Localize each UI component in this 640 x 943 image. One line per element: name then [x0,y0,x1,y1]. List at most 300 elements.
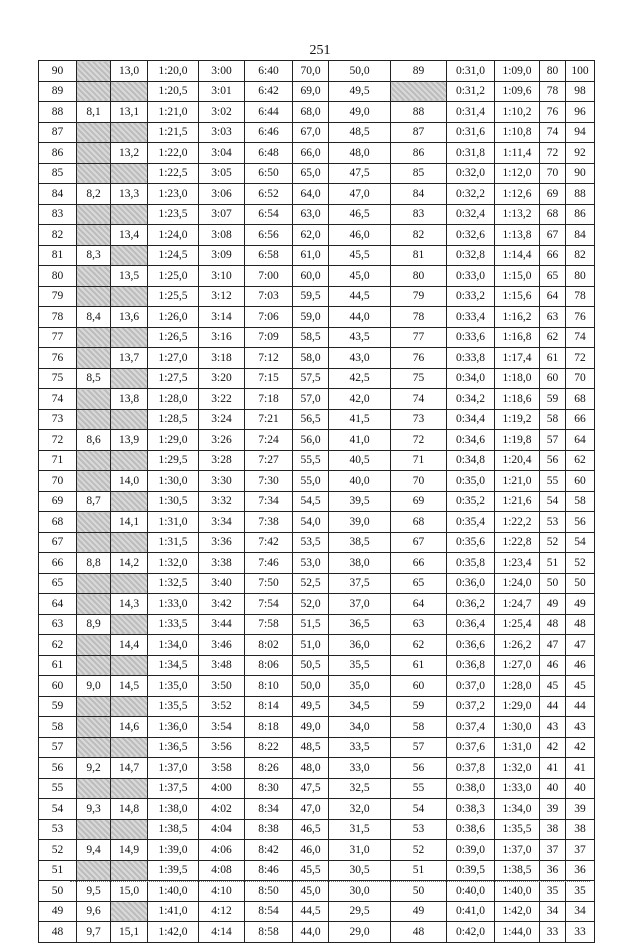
table-row [39,163,595,184]
table-cell: 43,0 [329,348,391,369]
table-cell: 7:58 [245,614,293,635]
table-cell: 15,1 [111,922,148,943]
table-cell [111,655,148,676]
table-cell: 76 [391,348,447,369]
table-cell: 14,2 [111,553,148,574]
table-cell: 1:26,0 [148,307,199,328]
table-cell: 39,5 [329,491,391,512]
table-cell: 78 [391,307,447,328]
table-cell: 92 [566,143,595,164]
table-cell: 1:30,0 [148,471,199,492]
table-cell: 72 [540,143,566,164]
table-cell: 48 [540,614,566,635]
table-cell [111,573,148,594]
table-cell: 86 [39,143,77,164]
table-cell: 3:02 [199,102,245,123]
table-cell: 61 [391,655,447,676]
table-cell: 59 [540,389,566,410]
table-cell: 1:23,4 [495,553,540,574]
table-cell: 84 [391,184,447,205]
table-cell: 0:35,2 [447,491,495,512]
table-cell: 55,0 [293,471,329,492]
table-cell: 14,3 [111,594,148,615]
table-cell: 29,5 [329,901,391,922]
table-cell: 73 [39,409,77,430]
table-cell: 0:33,8 [447,348,495,369]
table-cell: 36 [540,860,566,881]
table-cell: 4:06 [199,840,245,861]
table-cell: 1:11,4 [495,143,540,164]
table-row [39,512,595,533]
table-cell: 13,0 [111,61,148,82]
table-cell: 45,5 [293,860,329,881]
table-cell: 74 [391,389,447,410]
table-cell: 56 [566,512,595,533]
table-cell [111,614,148,635]
table-cell: 80 [391,266,447,287]
table-cell: 41,5 [329,409,391,430]
table-cell: 33,0 [329,758,391,779]
table-cell: 48 [566,614,595,635]
table-cell: 56 [540,450,566,471]
table-cell: 45 [566,676,595,697]
table-cell: 6:50 [245,163,293,184]
table-cell: 43 [566,717,595,738]
table-cell: 66,0 [293,143,329,164]
table-cell: 13,7 [111,348,148,369]
table-cell: 69,0 [293,81,329,102]
table-row [39,799,595,820]
table-cell [111,286,148,307]
table-cell: 8:18 [245,717,293,738]
table-cell: 69 [391,491,447,512]
table-cell: 0:36,4 [447,614,495,635]
table-cell: 90 [566,163,595,184]
table-row [39,778,595,799]
table-cell: 1:39,5 [148,860,199,881]
table-cell: 4:04 [199,819,245,840]
table-cell [77,696,111,717]
table-cell: 1:24,0 [148,225,199,246]
table-cell: 3:20 [199,368,245,389]
table-cell: 1:28,0 [495,676,540,697]
table-cell: 83 [39,204,77,225]
table-cell: 58 [566,491,595,512]
table-cell: 34 [566,901,595,922]
table-cell: 88 [566,184,595,205]
table-cell: 96 [566,102,595,123]
table-cell [77,348,111,369]
table-cell: 62 [540,327,566,348]
table-cell: 6:42 [245,81,293,102]
table-row [39,368,595,389]
table-cell: 0:33,4 [447,307,495,328]
table-row [39,676,595,697]
table-cell: 1:40,0 [495,881,540,902]
table-cell: 8:26 [245,758,293,779]
table-cell: 33 [566,922,595,943]
table-cell: 1:37,0 [495,840,540,861]
table-cell: 98 [566,81,595,102]
table-cell: 0:37,4 [447,717,495,738]
table-cell: 70 [39,471,77,492]
table-cell: 79 [39,286,77,307]
table-cell: 62,0 [293,225,329,246]
table-cell: 65,0 [293,163,329,184]
table-cell: 8,3 [77,245,111,266]
table-cell: 13,5 [111,266,148,287]
table-cell: 74 [39,389,77,410]
table-cell: 54 [566,532,595,553]
table-cell: 8:06 [245,655,293,676]
table-cell: 8:30 [245,778,293,799]
table-cell: 3:05 [199,163,245,184]
table-cell: 67 [391,532,447,553]
table-row [39,327,595,348]
table-cell: 1:10,8 [495,122,540,143]
table-cell: 1:18,0 [495,368,540,389]
table-cell: 45,0 [293,881,329,902]
table-cell: 14,1 [111,512,148,533]
table-cell: 73 [391,409,447,430]
table-cell: 82 [391,225,447,246]
table-row [39,245,595,266]
table-cell: 35,0 [329,676,391,697]
table-cell: 1:35,0 [148,676,199,697]
table-cell: 38 [566,819,595,840]
table-cell: 59,5 [293,286,329,307]
table-cell: 0:40,0 [447,881,495,902]
table-cell: 60 [566,471,595,492]
table-cell: 54 [540,491,566,512]
table-cell: 50 [39,881,77,902]
table-cell: 6:58 [245,245,293,266]
table-cell: 0:35,8 [447,553,495,574]
table-cell: 13,2 [111,143,148,164]
table-cell: 88 [391,102,447,123]
table-cell: 7:15 [245,368,293,389]
table-cell: 52 [39,840,77,861]
table-cell: 1:32,5 [148,573,199,594]
table-cell [111,122,148,143]
table-row [39,81,595,102]
table-cell: 0:32,0 [447,163,495,184]
table-cell: 53,5 [293,532,329,553]
table-cell: 1:27,5 [148,368,199,389]
table-cell: 3:40 [199,573,245,594]
table-cell: 1:40,0 [148,881,199,902]
table-cell: 46 [540,655,566,676]
table-cell: 0:35,4 [447,512,495,533]
table-cell: 58 [391,717,447,738]
table-cell: 1:20,4 [495,450,540,471]
table-row [39,225,595,246]
table-cell: 56,0 [293,430,329,451]
table-cell: 13,4 [111,225,148,246]
table-cell: 0:33,6 [447,327,495,348]
table-cell: 14,8 [111,799,148,820]
table-cell: 1:44,0 [495,922,540,943]
table-cell: 88 [39,102,77,123]
table-cell: 1:24,5 [148,245,199,266]
table-cell: 76 [39,348,77,369]
table-cell [77,594,111,615]
table-cell: 7:12 [245,348,293,369]
table-cell: 1:38,5 [148,819,199,840]
table-cell: 7:09 [245,327,293,348]
table-cell: 3:34 [199,512,245,533]
table-cell: 62 [39,635,77,656]
table-cell: 0:34,2 [447,389,495,410]
table-cell: 1:42,0 [148,922,199,943]
table-cell: 1:37,5 [148,778,199,799]
table-cell: 51 [39,860,77,881]
table-cell: 8:50 [245,881,293,902]
table-cell: 85 [391,163,447,184]
table-cell: 1:29,0 [148,430,199,451]
table-cell: 1:35,5 [148,696,199,717]
table-cell: 1:21,0 [495,471,540,492]
table-cell: 49 [566,594,595,615]
table-cell: 0:36,8 [447,655,495,676]
table-cell: 72 [391,430,447,451]
table-cell: 35,5 [329,655,391,676]
table-cell: 1:38,5 [495,860,540,881]
table-cell: 7:38 [245,512,293,533]
table-cell: 0:32,6 [447,225,495,246]
table-cell: 89 [39,81,77,102]
table-cell: 1:30,0 [495,717,540,738]
table-cell: 44,5 [329,286,391,307]
table-cell: 60 [391,676,447,697]
table-cell: 84 [566,225,595,246]
table-cell: 1:31,0 [148,512,199,533]
table-cell: 0:34,0 [447,368,495,389]
table-row [39,553,595,574]
table-cell: 13,8 [111,389,148,410]
table-cell: 46,0 [293,840,329,861]
table-cell: 54,5 [293,491,329,512]
table-cell: 44,0 [329,307,391,328]
table-cell: 4:14 [199,922,245,943]
table-cell: 1:37,0 [148,758,199,779]
table-cell: 3:12 [199,286,245,307]
table-cell: 1:24,0 [495,573,540,594]
table-cell: 64 [391,594,447,615]
table-cell: 42,5 [329,368,391,389]
table-cell [77,409,111,430]
table-cell: 51,0 [293,635,329,656]
table-cell: 0:34,8 [447,450,495,471]
table-cell: 7:42 [245,532,293,553]
table-cell: 1:13,2 [495,204,540,225]
table-cell: 1:22,2 [495,512,540,533]
table-cell: 7:30 [245,471,293,492]
table-cell [111,409,148,430]
table-cell: 7:00 [245,266,293,287]
table-cell [77,389,111,410]
table-cell: 3:07 [199,204,245,225]
table-cell: 66 [566,409,595,430]
table-cell: 9,5 [77,881,111,902]
table-cell: 0:36,2 [447,594,495,615]
table-cell: 81 [391,245,447,266]
table-cell: 70 [540,163,566,184]
table-cell: 0:31,2 [447,81,495,102]
table-row [39,204,595,225]
table-cell: 51 [540,553,566,574]
table-row [39,655,595,676]
table-cell: 1:16,2 [495,307,540,328]
table-cell: 14,7 [111,758,148,779]
table-cell: 0:34,4 [447,409,495,430]
table-cell: 45 [540,676,566,697]
table-cell: 64 [540,286,566,307]
table-cell: 66 [540,245,566,266]
table-cell: 57,0 [293,389,329,410]
table-cell: 71 [391,450,447,471]
table-cell: 3:00 [199,61,245,82]
table-row [39,389,595,410]
table-cell: 54 [39,799,77,820]
table-cell: 1:16,8 [495,327,540,348]
table-cell: 76 [566,307,595,328]
table-cell: 1:31,5 [148,532,199,553]
table-cell: 69 [540,184,566,205]
table-cell: 3:22 [199,389,245,410]
table-cell [77,327,111,348]
table-cell: 1:33,0 [148,594,199,615]
table-cell: 1:25,5 [148,286,199,307]
table-cell: 84 [39,184,77,205]
table-cell: 3:46 [199,635,245,656]
table-cell: 78 [566,286,595,307]
table-cell [77,450,111,471]
table-cell: 75 [391,368,447,389]
table-cell: 1:34,0 [148,635,199,656]
table-cell: 39 [566,799,595,820]
table-cell: 58,0 [293,348,329,369]
table-cell: 8:42 [245,840,293,861]
table-cell: 47,0 [293,799,329,820]
table-cell: 3:09 [199,245,245,266]
table-cell [77,819,111,840]
table-cell: 34,5 [329,696,391,717]
table-cell: 1:09,0 [495,61,540,82]
table-cell: 3:56 [199,737,245,758]
table-cell: 4:10 [199,881,245,902]
table-cell: 8:58 [245,922,293,943]
table-cell: 35 [540,881,566,902]
table-cell: 36,5 [329,614,391,635]
table-cell: 38,5 [329,532,391,553]
table-cell: 57,5 [293,368,329,389]
table-cell: 0:37,6 [447,737,495,758]
table-cell: 1:23,5 [148,204,199,225]
table-cell: 76 [540,102,566,123]
table-cell: 79 [391,286,447,307]
table-cell: 1:33,0 [495,778,540,799]
table-cell: 1:34,5 [148,655,199,676]
table-cell [77,266,111,287]
table-cell: 69 [39,491,77,512]
table-cell: 40,0 [329,471,391,492]
table-cell: 3:24 [199,409,245,430]
table-cell: 61,0 [293,245,329,266]
table-cell: 1:38,0 [148,799,199,820]
table-row [39,758,595,779]
table-cell: 0:37,8 [447,758,495,779]
table-cell: 50,5 [293,655,329,676]
table-cell: 52 [540,532,566,553]
table-cell: 68 [540,204,566,225]
table-cell: 50 [391,881,447,902]
table-cell: 1:22,5 [148,163,199,184]
table-cell: 7:34 [245,491,293,512]
table-cell: 100 [566,61,595,82]
table-cell: 41 [566,758,595,779]
table-cell: 1:12,6 [495,184,540,205]
table-cell: 8:46 [245,860,293,881]
table-cell: 7:18 [245,389,293,410]
table-cell [111,532,148,553]
table-cell: 37,5 [329,573,391,594]
table-cell: 40,5 [329,450,391,471]
table-cell: 1:35,5 [495,819,540,840]
table-cell: 1:23,0 [148,184,199,205]
table-cell: 47,5 [293,778,329,799]
table-cell: 34 [540,901,566,922]
table-cell [111,491,148,512]
table-cell: 82 [39,225,77,246]
table-cell: 0:35,0 [447,471,495,492]
table-cell: 0:32,4 [447,204,495,225]
table-cell: 90 [39,61,77,82]
table-cell: 65 [391,573,447,594]
table-row [39,819,595,840]
table-cell: 3:16 [199,327,245,348]
table-cell: 66 [39,553,77,574]
table-cell: 7:06 [245,307,293,328]
table-cell: 1:31,0 [495,737,540,758]
table-cell: 3:36 [199,532,245,553]
table-row [39,840,595,861]
table-cell: 8,9 [77,614,111,635]
table-cell: 3:28 [199,450,245,471]
table-cell: 48 [39,922,77,943]
table-cell [111,163,148,184]
table-cell [77,655,111,676]
table-cell: 14,4 [111,635,148,656]
table-cell: 3:14 [199,307,245,328]
table-cell: 1:21,0 [148,102,199,123]
table-cell: 13,6 [111,307,148,328]
table-cell: 80 [540,61,566,82]
table-cell: 1:29,0 [495,696,540,717]
table-cell: 66 [391,553,447,574]
table-cell: 49,5 [329,81,391,102]
table-cell: 8,7 [77,491,111,512]
table-cell [77,163,111,184]
table-cell: 81 [39,245,77,266]
table-cell: 9,7 [77,922,111,943]
table-cell: 3:48 [199,655,245,676]
table-cell: 0:38,0 [447,778,495,799]
table-cell: 67 [540,225,566,246]
table-cell: 8,1 [77,102,111,123]
table-cell: 59,0 [293,307,329,328]
table-row [39,184,595,205]
